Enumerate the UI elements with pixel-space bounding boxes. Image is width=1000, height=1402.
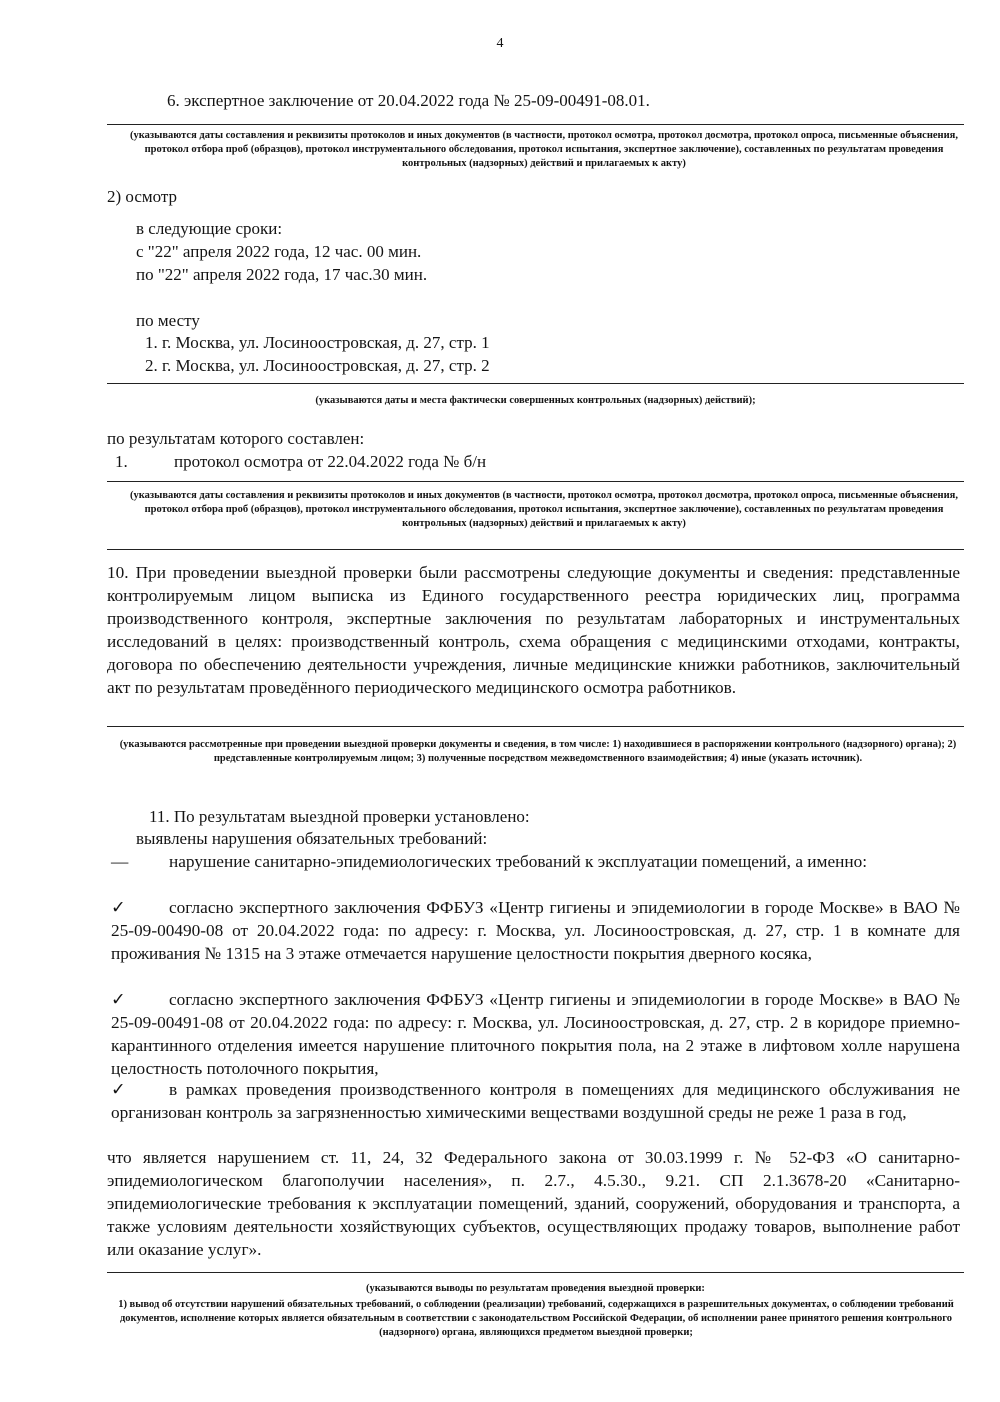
result-item: протокол осмотра от 22.04.2022 года № б/н xyxy=(174,452,487,471)
violation-item-text: согласно экспертного заключения ФФБУЗ «Центр гигиены и эпидемиологии в городе Москве» в ВАО № 25-09-00490-08 от 20.04.2022 года: по адресу: г. Москва, ул. Лосиноостровская, д. 27, стр. 1 в комнате для проживания № 1315 на 3 этаже отмечается нарушение целостности покрытия дверного косяка, xyxy=(111,898,960,963)
section-11-heading: 11. По результатам выездной проверки установлено: xyxy=(149,807,530,826)
violation-conclusion: что является нарушением ст. 11, 24, 32 Федерального закона от 30.03.1999 г. № 52-ФЗ «О санитарно-эпидемиологическом благополучии населения», п. 2.7., 4.5.30., 9.21. СП 2.1.3678-20 «Санитарно-эпидемиологические требования к эксплуатации помещений, зданий, сооружений, оборудования и транспорта, а также условиям деятельности хозяйствующих субъектов, осуществляющих продажу товаров, выполнение работ или оказание услуг». xyxy=(107,1148,960,1259)
violation-intro-paragraph xyxy=(111,850,960,873)
result-number: 1. xyxy=(115,452,128,471)
conclusions-note-title: (указываются выводы по результатам проведения выездной проверки: xyxy=(366,1283,705,1294)
checkmark-icon: ✓ xyxy=(111,898,126,917)
violation-item-text: согласно экспертного заключения ФФБУЗ «Центр гигиены и эпидемиологии в городе Москве» в ВАО № 25-09-00491-08 от 20.04.2022 года: по адресу: г. Москва, ул. Лосиноостровская, д. 27, стр. 2 в коридоре приемно-карантинного отделения имеется нарушение плиточного покрытия пола, на 2 этаже в лифтовом холле нарушена целостность потолочного покрытия, xyxy=(111,990,960,1078)
expert-conclusion-item-6: 6. экспертное заключение от 20.04.2022 года № 25-09-00491-08.01. xyxy=(167,91,650,110)
note-protocols: (указываются даты составления и реквизиты протоколов и иных документов (в частности, протокол осмотра, протокол досмотра, протокол опроса, письменные объяснения, протокол отбора проб (образцов), протокол инструментального обследования, протокол испытания, экспертное заключение), составленных по результатам проведения контрольных (надзорных) действий и прилагаемых к акту) xyxy=(130,130,958,169)
place-item: 1. г. Москва, ул. Лосиноостровская, д. 27, стр. 1 xyxy=(145,333,490,352)
divider xyxy=(107,549,964,550)
violation-item xyxy=(111,1078,960,1124)
section-10-text: 10. При проведении выездной проверки были рассмотрены следующие документы и сведения: представленные контролируемым лицом выписка из Единого государственного реестра юридических лиц, программа производственного контроля, экспертные заключения по результатам лабораторных и инструментальных исследований в целях: производственный контроль, схема обращения с медицинскими отходами, контракты, договора по обеспечению деятельности учреждения, личные медицинские книжки работников, заключительный акт по результатам проведённого периодического медицинского осмотра работников. xyxy=(107,563,960,697)
period-to: по "22" апреля 2022 года, 17 час.30 мин. xyxy=(136,265,428,284)
note-protocols-2: (указываются даты составления и реквизиты протоколов и иных документов (в частности, протокол осмотра, протокол досмотра, протокол опроса, письменные объяснения, протокол отбора проб (образцов), протокол инструментального обследования, протокол испытания, экспертное заключение), составленных по результатам проведения контрольных (надзорных) действий и прилагаемых к акту) xyxy=(130,490,958,529)
divider xyxy=(107,1272,964,1273)
inspection-heading: 2) осмотр xyxy=(107,187,178,206)
violation-item-text: в рамках проведения производственного контроля в помещениях для медицинского обслуживания не организован контроль за загрязненностью химическими веществами воздушной среды не реже 1 раза в год, xyxy=(111,1080,960,1122)
violation-item xyxy=(111,988,960,1080)
divider xyxy=(107,124,964,125)
conclusions-note-text: 1) вывод об отсутствии нарушений обязательных требований, о соблюдении (реализации) требований, содержащихся в разрешительных документах, о соблюдении требований документов, исполнение которых является обязательным в соответствии с законодательством Российской Федерации, об исполнении ранее принятого решения контрольного (надзорного) органа, являющихся предметом выездной проверки; xyxy=(118,1299,954,1338)
place-label: по месту xyxy=(136,311,200,330)
section-11-subheading: выявлены нарушения обязательных требований: xyxy=(136,829,488,848)
period-label: в следующие сроки: xyxy=(136,219,283,238)
note-places: (указываются даты и места фактически совершенных контрольных (надзорных) действий); xyxy=(315,395,756,406)
place-item: 2. г. Москва, ул. Лосиноостровская, д. 27, стр. 2 xyxy=(145,356,490,375)
violation-intro: нарушение санитарно-эпидемиологических требований к эксплуатации помещений, а именно: xyxy=(169,852,868,871)
section-10-note: (указываются рассмотренные при проведении выездной проверки документы и сведения, в том числе: 1) находившиеся в распоряжении контрольного (надзорного) органа); 2) представленные контролируемым лицом; 3) полученные посредством межведомственного взаимодействия; 4) иные (указать источник). xyxy=(119,739,957,764)
checkmark-icon: ✓ xyxy=(111,1080,126,1099)
divider xyxy=(107,383,964,384)
result-label: по результатам которого составлен: xyxy=(107,429,365,448)
dash-marker: — xyxy=(111,852,129,871)
divider xyxy=(107,726,964,727)
divider xyxy=(107,481,964,482)
period-from: с "22" апреля 2022 года, 12 час. 00 мин. xyxy=(136,242,422,261)
page-number: 4 xyxy=(496,36,504,51)
checkmark-icon: ✓ xyxy=(111,990,126,1009)
violation-item xyxy=(111,896,960,965)
